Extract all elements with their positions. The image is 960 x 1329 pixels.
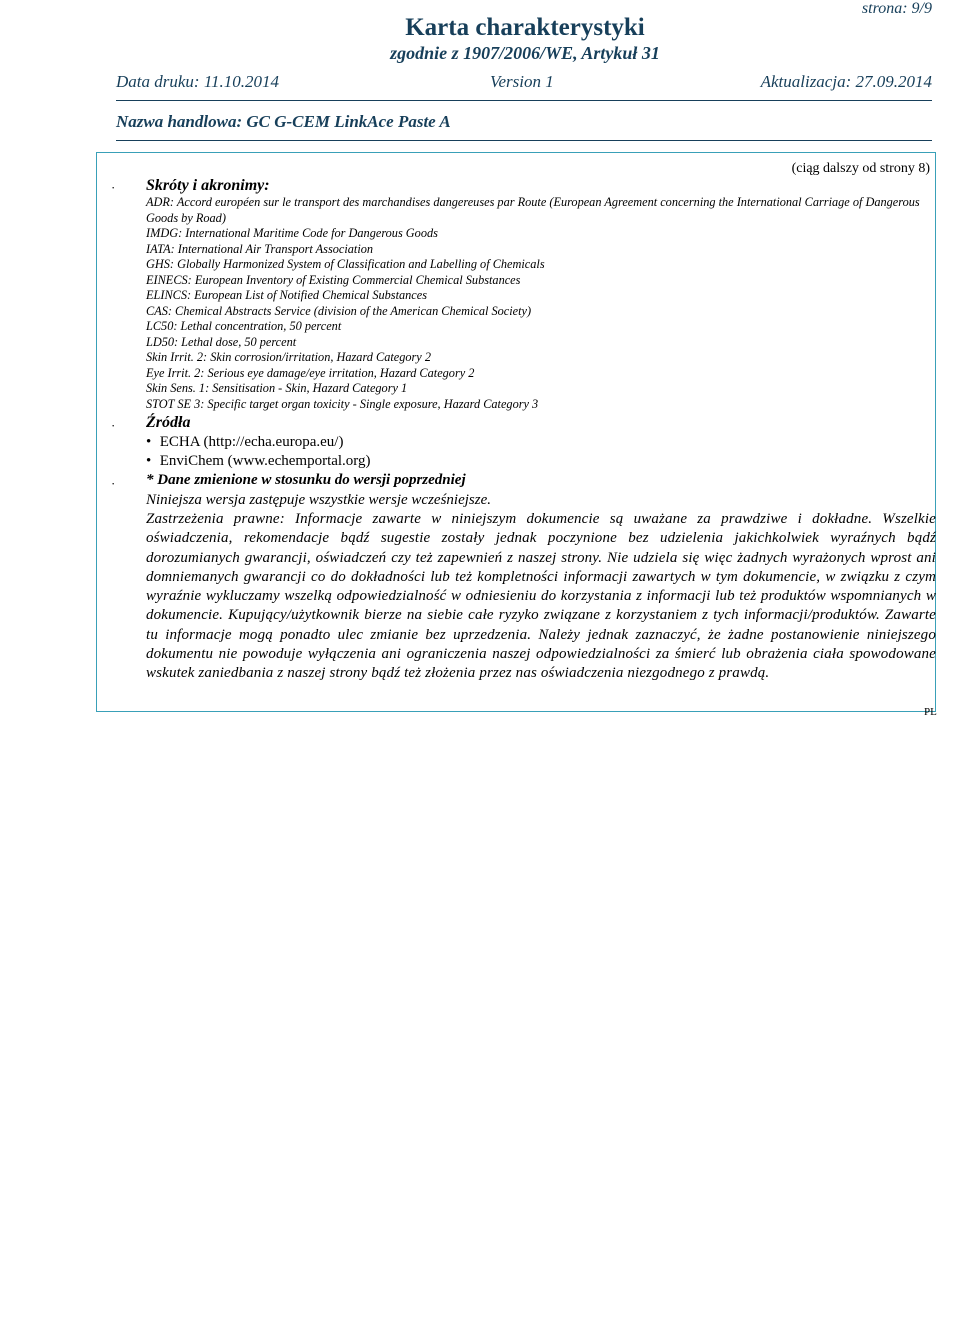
page-number: strona: 9/9 [861, 0, 932, 17]
list-item: Eye Irrit. 2: Serious eye damage/eye irritation, Hazard Category 2 [146, 365, 475, 380]
list-item: Skin Irrit. 2: Skin corrosion/irritation, Hazard Category 2 [146, 350, 431, 364]
language-code: PL [924, 706, 937, 718]
sources-heading: Źródła [146, 414, 191, 431]
bullet-icon: • [146, 434, 152, 450]
list-item: ADR: Accord européen sur le transport des marchandises dangereuses par Route (European Agreement concerning the International Carriage of Dangerous Goods by Road) [146, 195, 920, 225]
list-item: Skin Sens. 1: Sensitisation - Skin, Hazard Category 1 [146, 381, 408, 395]
list-item: GHS: Globally Harmonized System of Classification and Labelling of Chemicals [146, 257, 545, 271]
print-date: Data druku: 11.10.2014 [116, 72, 280, 91]
list-item: LC50: Lethal concentration, 50 percent [146, 319, 342, 333]
list-item: LD50: Lethal dose, 50 percent [146, 334, 297, 349]
list-item: ELINCS: European List of Notified Chemical Substances [146, 288, 427, 302]
abbreviations-heading: Skróty i akronimy: [146, 177, 270, 194]
source-envichem: EnviChem (www.echemportal.org) [159, 453, 371, 469]
section-bullet: · [111, 418, 116, 433]
trade-name: Nazwa handlowa: GC G-CEM LinkAce Paste A [116, 112, 451, 131]
list-item: CAS: Chemical Abstracts Service (division of the American Chemical Society) [146, 303, 532, 318]
changes-text: Niniejsza wersja zastępuje wszystkie wersje wcześniejsze. [146, 492, 491, 508]
update-date: Aktualizacja: 27.09.2014 [760, 72, 932, 91]
header-divider [116, 100, 932, 101]
list-item [146, 452, 371, 471]
version-label: Version 1 [490, 72, 554, 91]
bullet-icon: • [146, 453, 152, 469]
continued-note: (ciąg dalszy od strony 8) [791, 161, 930, 176]
list-item: EINECS: European Inventory of Existing Commercial Chemical Substances [146, 272, 521, 287]
abbreviations-list [146, 195, 936, 412]
list-item: STOT SE 3: Specific target organ toxicity - Single exposure, Hazard Category 3 [146, 396, 539, 411]
changes-heading: * Dane zmienione w stosunku do wersji poprzedniej [146, 472, 466, 488]
list-item: IMDG: International Maritime Code for Dangerous Goods [146, 226, 438, 240]
section-bullet: · [111, 180, 116, 195]
document-title: Karta charakterystyki [405, 14, 645, 41]
source-echa: ECHA (http://echa.europa.eu/) [159, 434, 344, 450]
sources-list [146, 433, 371, 471]
list-item: IATA: International Air Transport Association [146, 241, 374, 256]
list-item [146, 433, 371, 452]
document-subtitle: zgodnie z 1907/2006/WE, Artykuł 31 [390, 43, 660, 63]
header-divider-2 [116, 140, 932, 141]
section-bullet: · [111, 476, 116, 491]
legal-disclaimer: Zastrzeżenia prawne: Informacje zawarte w niniejszym dokumencie są uważane za prawdziwe i dokładne. Wszelkie oświadczenia, rekomendacje bądź sugestie zostały jednak poczynione bez udzielenia jakichkolwiek wyraźnych bądź dorozumianych gwarancji, oświadczeń czy też zapewnień z naszej strony. Nie udziela się więc żadnych wyrażonych wprost ani domniemanych gwarancji co do dokładności lub też kompletności informacji zawartych w tym dokumencie, w związku z czym wyraźnie wykluczamy wszelką odpowiedzialność w odniesieniu do korzystania z informacji lub też produktów wspomnianych w dokumencie. Kupujący/użytkownik bierze na siebie całe ryzyko związane z korzystaniem z tych informacji/produktów. Zawarte tu informacje mogą ponadto ulec zmianie bez uprzedzenia. Należy jednak zaznaczyć, że żadne postanowienie niniejszego dokumentu nie powoduje wyłączenia ani ograniczenia naszej odpowiedzialności za śmierć lub obrażenia ciała spowodowane wskutek zaniedbania z naszej strony bądź też złożenia przez nas oświadczenia niezgodnego z prawdą. [146, 511, 936, 682]
